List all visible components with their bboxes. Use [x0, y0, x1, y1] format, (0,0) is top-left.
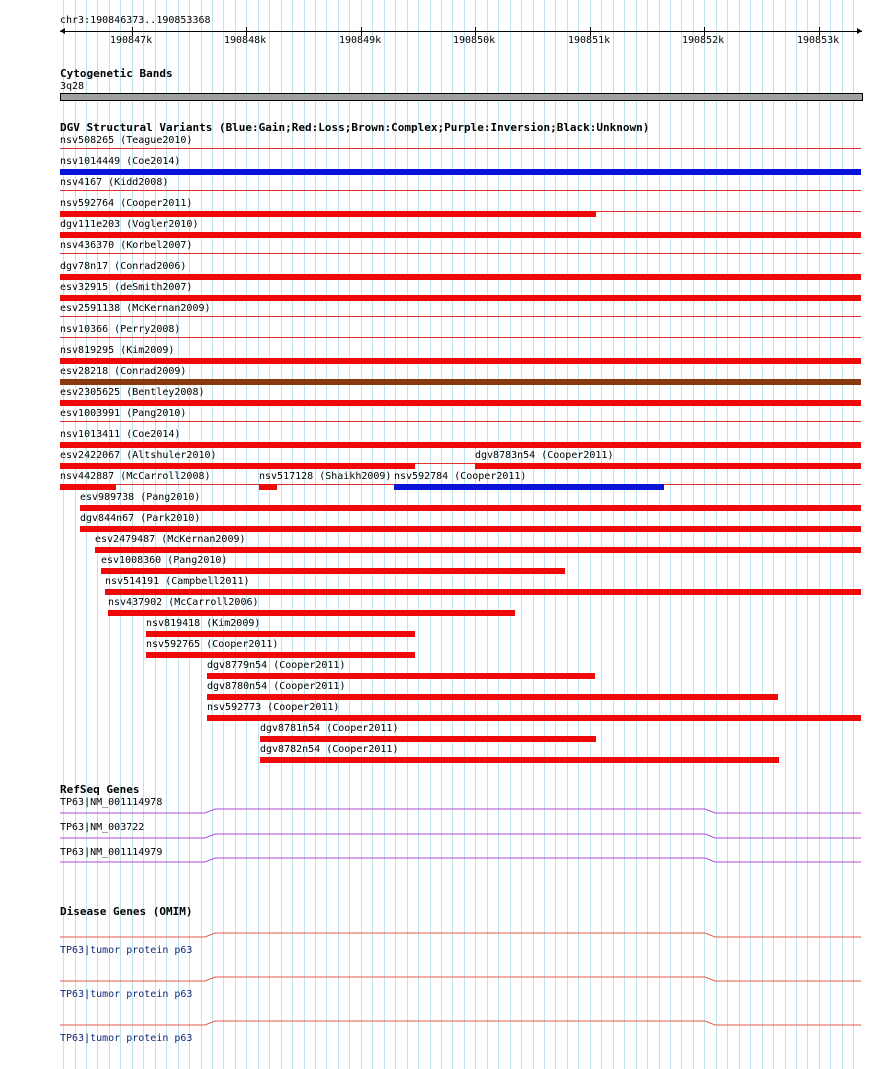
refseq-gene-label[interactable]: TP63|NM_003722	[60, 822, 145, 833]
dgv-variant-label[interactable]: esv1003991 (Pang2010)	[60, 408, 187, 419]
omim-gene-line	[60, 977, 861, 981]
dgv-variant-label[interactable]: dgv8783n54 (Cooper2011)	[475, 450, 614, 461]
dgv-variant-label[interactable]: esv1008360 (Pang2010)	[101, 555, 228, 566]
dgv-variant-label[interactable]: nsv517128 (Shaikh2009)	[259, 471, 392, 482]
ruler-tick-label: 190848k	[224, 35, 267, 46]
refseq-gene-line	[60, 834, 861, 838]
cytoband-label: 3q28	[60, 81, 85, 92]
omim-gene-label[interactable]: TP63|tumor protein p63	[60, 1033, 193, 1044]
dgv-variant-label[interactable]: dgv111e203 (Vogler2010)	[60, 219, 199, 230]
dgv-variant-label[interactable]: nsv4167 (Kidd2008)	[60, 177, 169, 188]
dgv-variant-label[interactable]: esv2479487 (McKernan2009)	[95, 534, 246, 545]
ruler-tick-label: 190853k	[797, 35, 840, 46]
dgv-variant-label[interactable]: esv2305625 (Bentley2008)	[60, 387, 205, 398]
refseq-gene-label[interactable]: TP63|NM_001114979	[60, 847, 163, 858]
dgv-variant-label[interactable]: nsv592764 (Cooper2011)	[60, 198, 193, 209]
ruler-tick-label: 190850k	[453, 35, 496, 46]
refseq-gene-label[interactable]: TP63|NM_001114978	[60, 797, 163, 808]
dgv-variant-label[interactable]: dgv8782n54 (Cooper2011)	[260, 744, 399, 755]
cytoband-track-title[interactable]: Cytogenetic Bands	[60, 67, 173, 80]
dgv-track-title[interactable]: DGV Structural Variants (Blue:Gain;Red:Loss;Brown:Complex;Purple:Inversion;Black:Unknown)	[60, 121, 650, 134]
refseq-track-title[interactable]: RefSeq Genes	[60, 783, 140, 796]
dgv-variant-label[interactable]: esv28218 (Conrad2009)	[60, 366, 187, 377]
dgv-variant-label[interactable]: nsv819295 (Kim2009)	[60, 345, 175, 356]
ruler-tick-label: 190851k	[568, 35, 611, 46]
dgv-variant-label[interactable]: nsv10366 (Perry2008)	[60, 324, 181, 335]
omim-gene-line	[60, 1021, 861, 1025]
refseq-gene-line	[60, 858, 861, 862]
ruler-tick-label: 190852k	[682, 35, 725, 46]
ruler-range-label: chr3:190846373..190853368	[60, 15, 211, 26]
dgv-variant-label[interactable]: nsv819418 (Kim2009)	[146, 618, 261, 629]
dgv-variant-label[interactable]: dgv8780n54 (Cooper2011)	[207, 681, 346, 692]
dgv-variant-label[interactable]: nsv442887 (McCarroll2008)	[60, 471, 211, 482]
ruler-tick-label: 190847k	[110, 35, 153, 46]
dgv-variant-label[interactable]: dgv8779n54 (Cooper2011)	[207, 660, 346, 671]
dgv-variant-label[interactable]: dgv844n67 (Park2010)	[80, 513, 201, 524]
dgv-variant-label[interactable]: nsv436370 (Korbel2007)	[60, 240, 193, 251]
dgv-variant-label[interactable]: nsv508265 (Teague2010)	[60, 135, 193, 146]
dgv-variant-label[interactable]: esv2591138 (McKernan2009)	[60, 303, 211, 314]
dgv-variant-label[interactable]: nsv592765 (Cooper2011)	[146, 639, 279, 650]
omim-track-title[interactable]: Disease Genes (OMIM)	[60, 905, 193, 918]
omim-gene-label[interactable]: TP63|tumor protein p63	[60, 989, 193, 1000]
dgv-variant-label[interactable]: nsv1013411 (Coe2014)	[60, 429, 181, 440]
dgv-variant-label[interactable]: dgv78n17 (Conrad2006)	[60, 261, 187, 272]
omim-gene-label[interactable]: TP63|tumor protein p63	[60, 945, 193, 956]
dgv-variant-label[interactable]: nsv1014449 (Coe2014)	[60, 156, 181, 167]
ruler-tick-label: 190849k	[339, 35, 382, 46]
omim-gene-line	[60, 933, 861, 937]
dgv-variant-label[interactable]: nsv592784 (Cooper2011)	[394, 471, 527, 482]
dgv-variant-label[interactable]: esv989738 (Pang2010)	[80, 492, 201, 503]
dgv-variant-label[interactable]: nsv437902 (McCarroll2006)	[108, 597, 259, 608]
dgv-variant-label[interactable]: nsv592773 (Cooper2011)	[207, 702, 340, 713]
dgv-variant-label[interactable]: nsv514191 (Campbell2011)	[105, 576, 250, 587]
dgv-variant-label[interactable]: esv2422067 (Altshuler2010)	[60, 450, 217, 461]
dgv-variant-label[interactable]: dgv8781n54 (Cooper2011)	[260, 723, 399, 734]
dgv-variant-label[interactable]: esv32915 (deSmith2007)	[60, 282, 193, 293]
refseq-gene-line	[60, 809, 861, 813]
